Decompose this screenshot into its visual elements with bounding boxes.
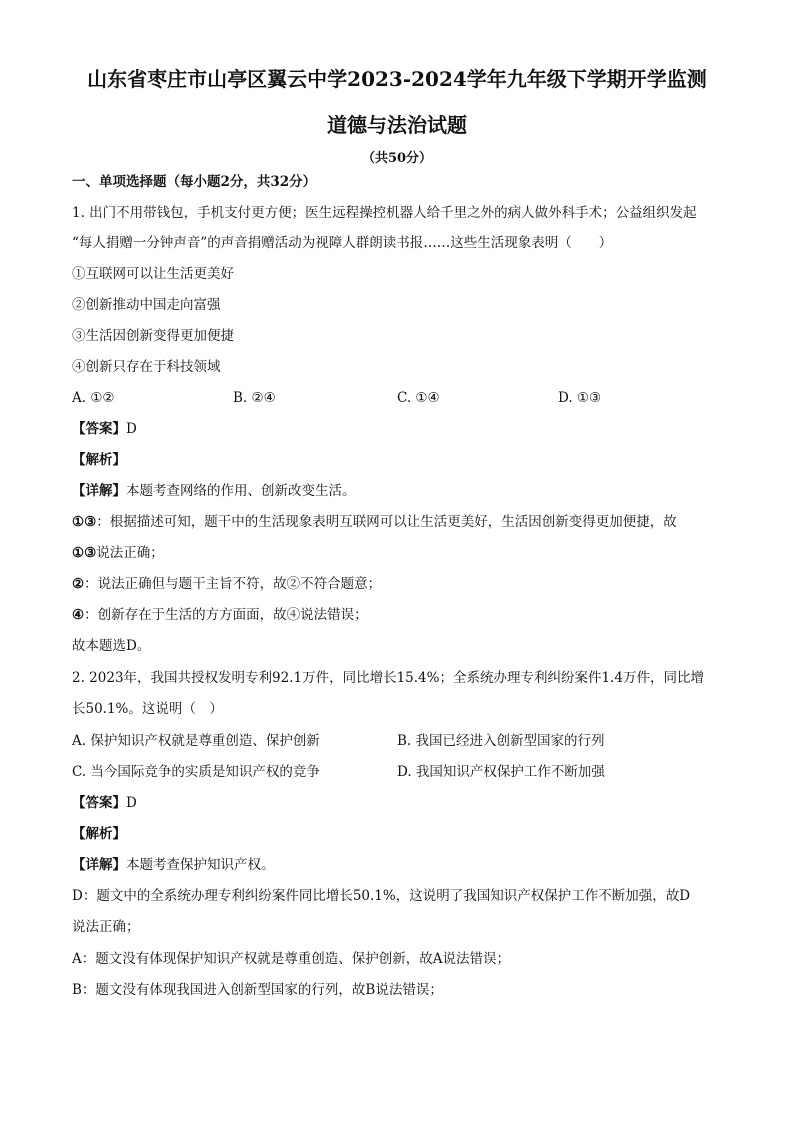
explain-lead: ②: [72, 576, 85, 592]
detail-text: 本题考查网络的作用、创新改变生活。: [126, 483, 356, 499]
q2-explain-d-line2: 说法正确；: [72, 919, 140, 935]
q1-stem-line2: “每人捐赠一分钟声音”的声音捐赠活动为视障人群朗读书报……这些生活现象表明（ ）: [72, 235, 613, 251]
q1-explain-1: [72, 513, 677, 531]
q2-explain-b: B：题文没有体现我国进入创新型国家的行列，故B说法错误；: [72, 982, 443, 998]
exam-subject: 道德与法治试题: [327, 113, 467, 137]
q2-answer: [72, 794, 137, 812]
q1-option-b: B. ②④: [233, 390, 276, 406]
explain-text: ：根据描述可知，题干中的生活现象表明互联网可以让生活更美好，生活因创新变得更加便捷，故: [96, 514, 677, 530]
answer-value: D: [126, 421, 137, 437]
explain-text: 说法正确；: [96, 545, 164, 561]
q1-conclusion: 故本题选D。: [72, 638, 151, 654]
q1-explain-1b: [72, 544, 164, 562]
q2-stem-line2: 长50.1%。这说明（ ）: [72, 701, 223, 717]
answer-label: 【答案】: [72, 421, 126, 437]
q2-option-c: C. 当今国际竞争的实质是知识产权的竞争: [72, 764, 320, 780]
answer-label: 【答案】: [72, 795, 126, 811]
q1-option-d: D. ①③: [558, 390, 602, 406]
q2-detail: [72, 856, 275, 874]
q1-detail: [72, 482, 356, 500]
q2-explain-d-line1: D：题文中的全系统办理专利纠纷案件同比增长50.1%，这说明了我国知识产权保护工作不断加强，故D: [72, 888, 691, 904]
q1-item-4: ④创新只存在于科技领域: [72, 359, 221, 375]
explain-lead: ④: [72, 607, 85, 623]
explain-text: ：说法正确但与题干主旨不符，故②不符合题意；: [84, 576, 382, 592]
q2-stem-line1: 2. 2023年，我国共授权发明专利92.1万件，同比增长15.4%；全系统办理专利纠纷案件1.4万件，同比增: [72, 670, 704, 686]
q2-option-a: A. 保护知识产权就是尊重创造、保护创新: [72, 733, 320, 749]
explain-lead: ①③: [72, 545, 97, 561]
q1-option-a: A. ①②: [72, 390, 115, 406]
q2-explain-a: A：题文没有体现保护知识产权就是尊重创造、保护创新，故A说法错误；: [72, 951, 510, 967]
exam-title: 山东省枣庄市山亭区翼云中学2023-2024学年九年级下学期开学监测: [87, 67, 707, 91]
explain-text: ：创新存在于生活的方方面面，故④说法错误；: [84, 607, 368, 623]
q1-option-c: C. ①④: [397, 390, 440, 406]
q1-item-2: ②创新推动中国走向富强: [72, 297, 221, 313]
q1-explain-2: [72, 575, 381, 593]
detail-label: 【详解】: [72, 857, 126, 873]
q2-option-d: D. 我国知识产权保护工作不断加强: [397, 764, 605, 780]
answer-value: D: [126, 795, 137, 811]
q1-explain-3: [72, 606, 368, 624]
q2-option-b: B. 我国已经进入创新型国家的行列: [397, 733, 605, 749]
total-score: （共50分）: [361, 151, 433, 166]
detail-label: 【详解】: [72, 483, 126, 499]
q2-analysis-label: 【解析】: [72, 826, 126, 842]
q1-answer: [72, 420, 137, 438]
q1-analysis-label: 【解析】: [72, 452, 126, 468]
explain-lead: ①③: [72, 514, 97, 530]
q1-item-1: ①互联网可以让生活更美好: [72, 266, 234, 282]
q1-stem-line1: 1. 出门不用带钱包，手机支付更方便；医生远程操控机器人给千里之外的病人做外科手术；公益组织发起: [72, 205, 697, 221]
section-heading: 一、单项选择题（每小题2分，共32分）: [72, 174, 317, 190]
detail-text: 本题考查保护知识产权。: [126, 857, 275, 873]
q1-item-3: ③生活因创新变得更加便捷: [72, 328, 234, 344]
